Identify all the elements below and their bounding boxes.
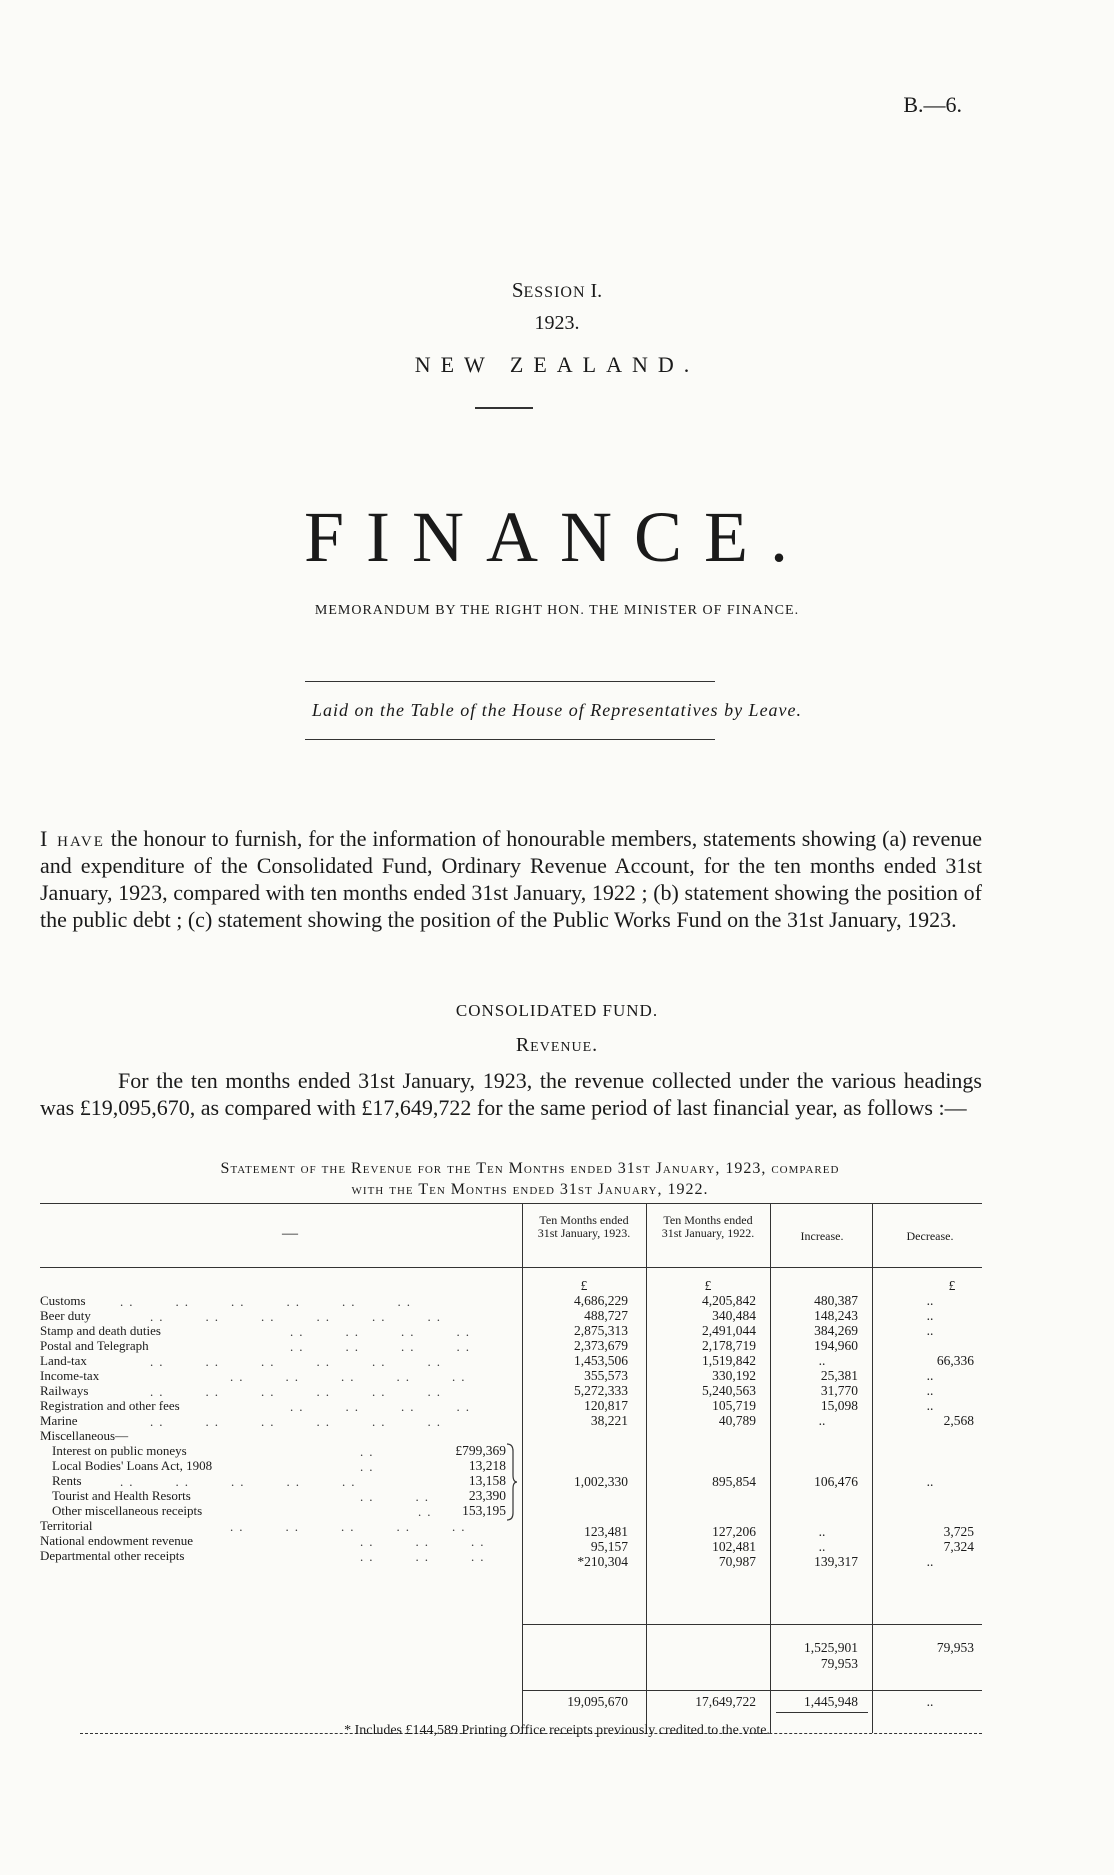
value-1922: 1,519,842 xyxy=(702,1353,756,1368)
value-increase: .. xyxy=(818,1353,826,1368)
consolidated-fund-heading: CONSOLIDATED FUND. xyxy=(455,1001,659,1020)
value-1923: 123,481 xyxy=(584,1524,628,1539)
leader-dots: .. .. .. .. xyxy=(290,1324,475,1339)
intro-paragraph xyxy=(40,825,982,933)
value-increase: 25,381 xyxy=(820,1368,858,1383)
divider-bottom xyxy=(305,739,715,740)
value-decrease: 2,568 xyxy=(943,1413,974,1428)
brace-icon xyxy=(506,1443,518,1521)
leader-dots: .. .. .. .. .. xyxy=(120,1474,361,1489)
value-1923: 38,221 xyxy=(590,1413,628,1428)
value-1922: 70,987 xyxy=(718,1554,756,1569)
currency-1922: £ xyxy=(704,1278,712,1293)
leader-dots: .. .. .. xyxy=(360,1534,490,1549)
value-increase: .. xyxy=(818,1413,826,1428)
leader-dots: .. xyxy=(360,1459,379,1474)
misc-item-label: Local Bodies' Loans Act, 1908 xyxy=(52,1458,213,1473)
value-1923: 1,453,506 xyxy=(574,1353,628,1368)
value-decrease: 66,336 xyxy=(936,1353,974,1368)
row-label: Departmental other receipts xyxy=(40,1548,185,1563)
value-increase: 139,317 xyxy=(814,1554,858,1569)
table-header-rule xyxy=(40,1267,982,1268)
column-header-1923: Ten Months ended 31st January, 1923. xyxy=(537,1213,631,1240)
document-reference: B.—6. xyxy=(903,92,962,117)
revenue-paragraph: For the ten months ended 31st January, 1923, the revenue collected under the various headings was £19,095,670, as compared with £17,649,722 for the same period of last financial year, as follows :— xyxy=(40,1068,982,1120)
value-1922: 102,481 xyxy=(712,1539,756,1554)
table-col-divider-2 xyxy=(646,1203,647,1733)
total-rule-top xyxy=(522,1690,982,1691)
statement-title xyxy=(100,1158,960,1200)
value-1923: 488,727 xyxy=(584,1308,628,1323)
row-label: Customs xyxy=(40,1293,86,1308)
divider-short xyxy=(475,407,533,409)
misc-item-label: Interest on public moneys xyxy=(52,1443,187,1458)
value-decrease: .. xyxy=(926,1308,934,1323)
row-label: National endowment revenue xyxy=(40,1533,194,1548)
value-decrease: .. xyxy=(926,1474,934,1489)
value-1922: 340,484 xyxy=(712,1308,756,1323)
leader-dots: .. .. .. .. .. xyxy=(230,1519,471,1534)
value-1922: 2,178,719 xyxy=(702,1338,756,1353)
intro-text: the honour to furnish, for the information of honourable members, statements showing (a) revenue and expenditure of the Consolidated Fund, Ordinary Revenue Account, for the ten months ended 31st January, 1923, compared with ten months ended 31st January, 1922 ; (b) statement showing the position of the public debt ; (c) statement showing the position of the Public Works Fund on the 31st January, 1923. xyxy=(40,826,982,932)
total-1923: 19,095,670 xyxy=(567,1694,628,1709)
value-decrease: .. xyxy=(926,1323,934,1338)
value-decrease: .. xyxy=(926,1398,934,1413)
statement-title-line2: with the Ten Months ended 31st January, 1922. xyxy=(351,1181,709,1198)
value-decrease: .. xyxy=(926,1368,934,1383)
value-1922: 4,205,842 xyxy=(702,1293,756,1308)
row-label: Stamp and death duties xyxy=(40,1323,161,1338)
leader-dots: .. .. .. .. .. .. xyxy=(150,1354,446,1369)
column-header-increase: Increase. xyxy=(800,1229,844,1243)
value-increase: .. xyxy=(818,1539,826,1554)
value-1923: 2,373,679 xyxy=(574,1338,628,1353)
value-1923: *210,304 xyxy=(577,1554,628,1569)
row-label: Railways xyxy=(40,1383,89,1398)
leader-dots: .. .. xyxy=(360,1489,434,1504)
value-1923: 95,157 xyxy=(590,1539,628,1554)
footnote: * Includes £144,589 Printing Office receipts previously credited to the vote. xyxy=(344,1723,770,1738)
leader-dots: .. xyxy=(418,1504,437,1519)
value-decrease: .. xyxy=(926,1383,934,1398)
laid-on-table-note: Laid on the Table of the House of Representatives by Leave. xyxy=(311,700,803,720)
revenue-heading: Revenue. xyxy=(515,1034,599,1056)
value-1923: 4,686,229 xyxy=(574,1293,628,1308)
value-increase: 480,387 xyxy=(814,1293,858,1308)
value-1923: 1,002,330 xyxy=(574,1474,628,1489)
value-increase: .. xyxy=(818,1524,826,1539)
subtotal-increase-less: 79,953 xyxy=(820,1656,858,1671)
value-1922: 2,491,044 xyxy=(702,1323,756,1338)
value-increase: 15,098 xyxy=(820,1398,858,1413)
session-line xyxy=(0,278,1114,303)
table-top-rule xyxy=(40,1203,982,1204)
column-header-decrease: Decrease. xyxy=(906,1229,954,1243)
column-header-1922: Ten Months ended 31st January, 1922. xyxy=(661,1213,755,1240)
value-increase: 31,770 xyxy=(820,1383,858,1398)
total-1922: 17,649,722 xyxy=(695,1694,756,1709)
intro-first-words: I have xyxy=(40,826,105,851)
misc-item-amount: 153,195 xyxy=(462,1503,506,1518)
leader-dots: .. .. .. xyxy=(360,1549,490,1564)
value-1922: 330,192 xyxy=(712,1368,756,1383)
value-increase: 148,243 xyxy=(814,1308,858,1323)
session-number: I. xyxy=(590,280,603,302)
currency-decrease: £ xyxy=(948,1278,956,1293)
value-increase: 384,269 xyxy=(814,1323,858,1338)
table-col-divider-1 xyxy=(522,1203,523,1733)
misc-item-label: Rents xyxy=(52,1473,82,1488)
value-decrease: .. xyxy=(926,1554,934,1569)
value-1923: 120,817 xyxy=(584,1398,628,1413)
divider-top xyxy=(305,681,715,682)
row-label: Marine xyxy=(40,1413,78,1428)
row-label: Registration and other fees xyxy=(40,1398,180,1413)
value-increase: 194,960 xyxy=(814,1338,858,1353)
country: NEW ZEALAND. xyxy=(414,352,700,377)
value-1923: 5,272,333 xyxy=(574,1383,628,1398)
total-increase: 1,445,948 xyxy=(804,1694,858,1709)
row-label: Postal and Telegraph xyxy=(40,1338,149,1353)
table-col-divider-4 xyxy=(872,1203,873,1733)
value-1923: 355,573 xyxy=(584,1368,628,1383)
leader-dots: .. .. .. .. xyxy=(290,1399,475,1414)
value-decrease: 3,725 xyxy=(943,1524,974,1539)
misc-item-amount: £799,369 xyxy=(455,1443,506,1458)
leader-dots: .. .. .. .. .. .. xyxy=(150,1309,446,1324)
row-label: Land-tax xyxy=(40,1353,87,1368)
misc-item-amount: 13,218 xyxy=(468,1458,506,1473)
leader-dots: .. .. .. .. .. xyxy=(230,1369,471,1384)
misc-item-amount: 13,158 xyxy=(468,1473,506,1488)
leader-dots: .. .. .. .. .. .. xyxy=(120,1294,416,1309)
leader-dots: .. xyxy=(360,1444,379,1459)
session-word: ESSION xyxy=(523,284,586,301)
value-1922: 40,789 xyxy=(718,1413,756,1428)
leader-dots: .. .. .. .. .. .. xyxy=(150,1414,446,1429)
value-1922: 5,240,563 xyxy=(702,1383,756,1398)
session-initial: S xyxy=(511,278,524,302)
misc-item-amount: 23,390 xyxy=(468,1488,506,1503)
column-header-blank: — xyxy=(282,1225,298,1242)
subtotal-increase: 1,525,901 xyxy=(804,1640,858,1655)
subtotal-rule xyxy=(522,1624,982,1625)
value-decrease: 7,324 xyxy=(943,1539,974,1554)
value-increase: 106,476 xyxy=(814,1474,858,1489)
row-label: Miscellaneous— xyxy=(40,1428,129,1443)
leader-dots: .. .. .. .. xyxy=(290,1339,475,1354)
total-decrease: .. xyxy=(926,1694,934,1709)
leader-dots: .. .. .. .. .. .. xyxy=(150,1384,446,1399)
value-1922: 127,206 xyxy=(712,1524,756,1539)
misc-item-label: Tourist and Health Resorts xyxy=(52,1488,191,1503)
table-col-divider-3 xyxy=(770,1203,771,1733)
total-rule-bottom xyxy=(776,1712,868,1713)
row-label: Territorial xyxy=(40,1518,93,1533)
value-1922: 105,719 xyxy=(712,1398,756,1413)
value-decrease: .. xyxy=(926,1293,934,1308)
row-label: Beer duty xyxy=(40,1308,91,1323)
subtitle: MEMORANDUM BY THE RIGHT HON. THE MINISTER OF FINANCE. xyxy=(314,603,800,618)
currency-1923: £ xyxy=(580,1278,588,1293)
statement-title-line1: Statement of the Revenue for the Ten Months ended 31st January, 1923, compared xyxy=(220,1160,840,1177)
row-label: Income-tax xyxy=(40,1368,100,1383)
page-title: FINANCE. xyxy=(303,497,810,577)
subtotal-decrease: 79,953 xyxy=(936,1640,974,1655)
value-1922: 895,854 xyxy=(712,1474,756,1489)
misc-item-label: Other miscellaneous receipts xyxy=(52,1503,203,1518)
year: 1923. xyxy=(534,312,580,334)
value-1923: 2,875,313 xyxy=(574,1323,628,1338)
